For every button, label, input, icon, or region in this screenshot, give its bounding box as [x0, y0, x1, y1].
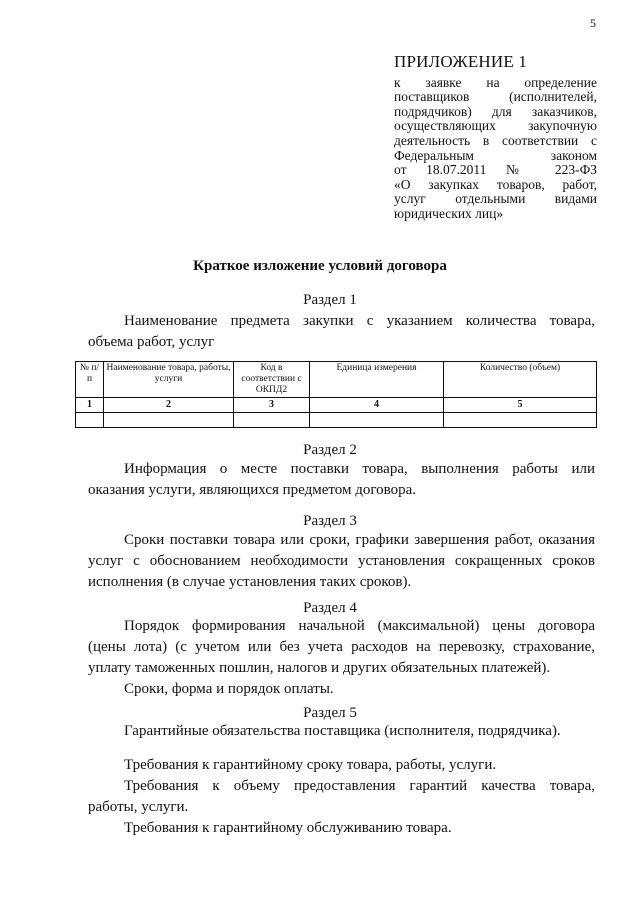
appendix-line: поставщиков (исполнителей, [394, 89, 597, 105]
section-3-heading: Раздел 3 [303, 513, 357, 529]
text-line: Требования к гарантийному обслуживанию товара. [124, 820, 452, 836]
text-line: Информация о месте поставки товара, выполнения работы или [124, 461, 595, 477]
section-1-text [88, 311, 595, 353]
table-cell: 3 [234, 398, 310, 413]
page-number: 5 [590, 16, 596, 30]
appendix-title: ПРИЛОЖЕНИЕ 1 [394, 52, 528, 71]
table-header: Код в соответствии с ОКПД2 [234, 362, 310, 398]
table-row [76, 398, 597, 413]
section-2-heading: Раздел 2 [303, 442, 357, 458]
text-line: Требования к объему предоставления гарантий качества товара, [124, 778, 595, 794]
section-4-heading: Раздел 4 [303, 600, 357, 616]
text-line: (цены лота) (с учетом или без учета расходов на перевозку, страхование, [88, 639, 595, 655]
appendix-line: осуществляющих закупочную [394, 118, 597, 134]
table-cell [104, 413, 234, 428]
table-header: Наименование товара, работы, услуги [104, 362, 234, 398]
table-cell [310, 413, 444, 428]
section-5-requirements [88, 755, 595, 839]
appendix-line: деятельность в соответствии с [394, 132, 597, 148]
text-line: Гарантийные обязательства поставщика (исполнителя, подрядчика). [124, 723, 561, 739]
section-5-text [88, 721, 595, 742]
section-5-heading: Раздел 5 [303, 705, 357, 721]
appendix-line: от 18.07.2011 № 223-ФЗ [394, 162, 597, 178]
text-line: Сроки, форма и порядок оплаты. [124, 681, 334, 697]
appendix-line: к заявке на определение [394, 74, 597, 90]
table-cell: 2 [104, 398, 234, 413]
table-cell [76, 413, 104, 428]
appendix-line: юридических лиц» [394, 205, 504, 221]
section-4-text [88, 616, 595, 700]
table-cell [444, 413, 597, 428]
document-title: Краткое изложение условий договора [193, 258, 447, 274]
text-line: услуг с обоснованием необходимости установления сокращенных сроков [88, 553, 595, 569]
appendix-line: «О закупках товаров, работ, [394, 176, 597, 192]
table-header-row [76, 362, 597, 398]
text-line: объема работ, услуг [88, 334, 215, 350]
table-cell: 4 [310, 398, 444, 413]
section-3-text [88, 530, 595, 593]
text-line: работы, услуги. [88, 799, 189, 815]
table-cell [234, 413, 310, 428]
section-2-text [88, 459, 595, 501]
table-cell: 5 [444, 398, 597, 413]
text-line: уплату таможенных пошлин, налогов и других обязательных платежей). [88, 660, 551, 676]
appendix-line: подрядчиков) для заказчиков, [394, 103, 597, 119]
text-line: Требования к гарантийному сроку товара, работы, услуги. [124, 757, 497, 773]
appendix-block [394, 52, 597, 222]
text-line: Порядок формирования начальной (максимальной) цены договора [124, 618, 595, 634]
section-1-heading: Раздел 1 [303, 292, 357, 308]
goods-table [75, 361, 597, 428]
text-line: исполнения (в случае установления таких сроков). [88, 574, 412, 590]
table-header: № п/п [76, 362, 104, 398]
table-header: Количество (объем) [444, 362, 597, 398]
text-line: Сроки поставки товара или сроки, графики завершения работ, оказания [124, 532, 595, 548]
text-line: оказания услуги, являющихся предметом договора. [88, 482, 417, 498]
table-row [76, 413, 597, 428]
appendix-line: услуг отдельными видами [394, 191, 597, 207]
table-cell: 1 [76, 398, 104, 413]
appendix-line: Федеральным законом [394, 147, 597, 163]
text-line: Наименование предмета закупки с указанием количества товара, [124, 313, 595, 329]
table-header: Единица измерения [310, 362, 444, 398]
